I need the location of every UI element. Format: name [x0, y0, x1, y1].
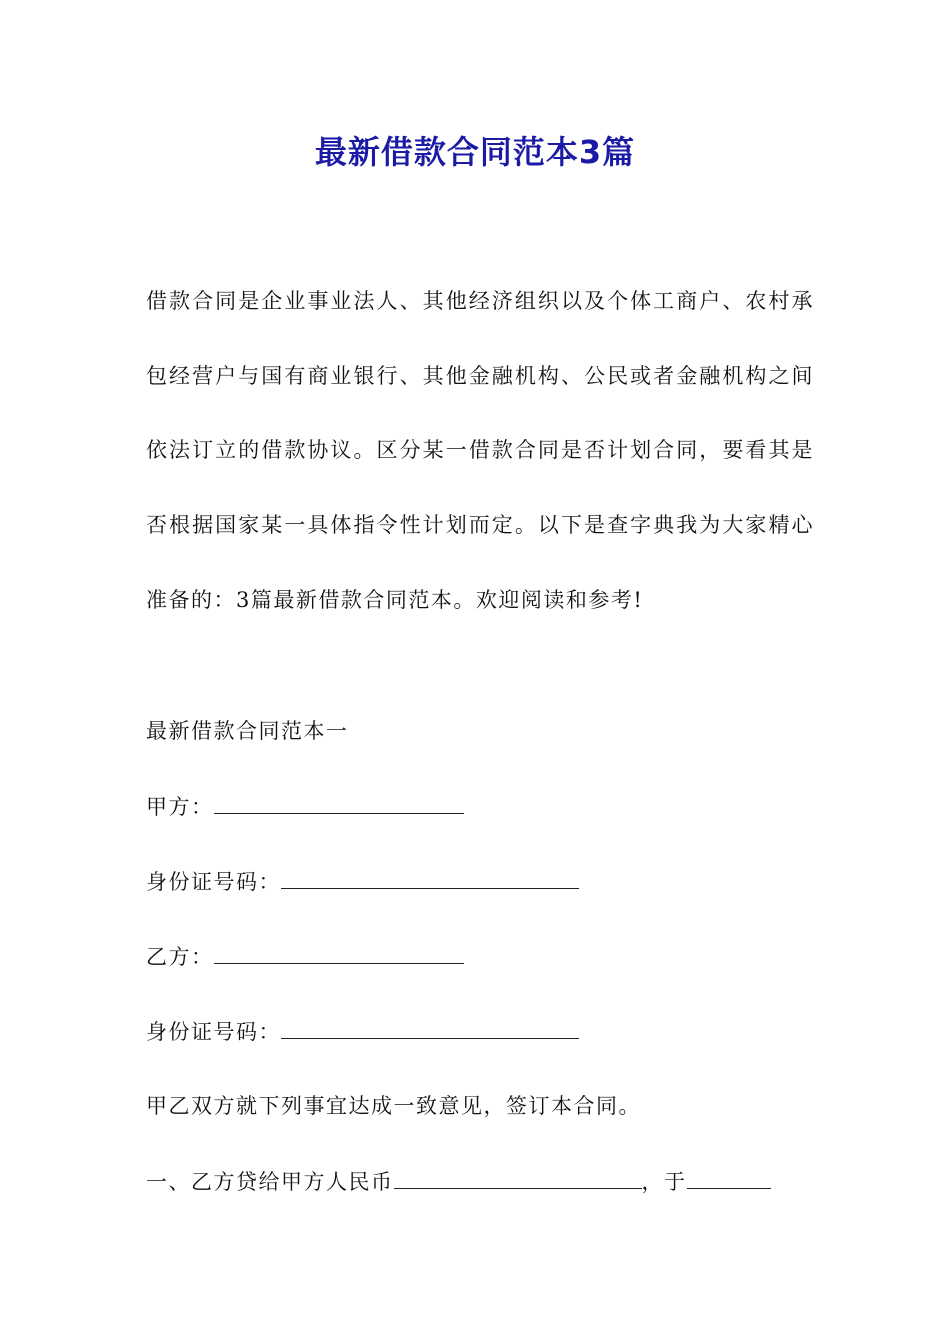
section-heading: 最新借款合同范本一 [146, 719, 349, 743]
loan-amount-blank [394, 1166, 642, 1189]
party-b-id-label: 身份证号码： [146, 1020, 281, 1044]
party-b-line [146, 941, 464, 972]
party-a-id-label: 身份证号码： [146, 870, 281, 894]
loan-date-blank [687, 1166, 771, 1189]
party-a-id-line [146, 866, 579, 897]
agreement-sentence: 甲乙双方就下列事宜达成一致意见，签订本合同。 [146, 1094, 641, 1118]
party-b-id-line [146, 1016, 579, 1047]
clause-1-prefix: 一、乙方贷给甲方人民币 [146, 1170, 394, 1194]
document-title: 最新借款合同范本3篇 [314, 133, 636, 171]
intro-paragraph: 借款合同是企业事业法人、其他经济组织以及个体工商户、农村承包经营户与国有商业银行、其他金融机构、公民或者金融机构之间依法订立的借款协议。区分某一借款合同是否计划合同，要看其是否根据国家某一具体指令性计划而定。以下是查字典我为大家精心准备的：3篇最新借款合同范本。欢迎阅读和参考! [146, 289, 814, 612]
clause-1-middle: ，于 [641, 1170, 687, 1194]
party-a-label: 甲方： [146, 795, 214, 819]
party-b-label: 乙方： [146, 945, 214, 969]
party-b-id-blank [281, 1016, 579, 1039]
clause-1-line [146, 1166, 771, 1197]
party-a-blank [214, 791, 464, 814]
party-a-line [146, 791, 464, 822]
party-b-blank [214, 941, 464, 964]
party-a-id-blank [281, 866, 579, 889]
